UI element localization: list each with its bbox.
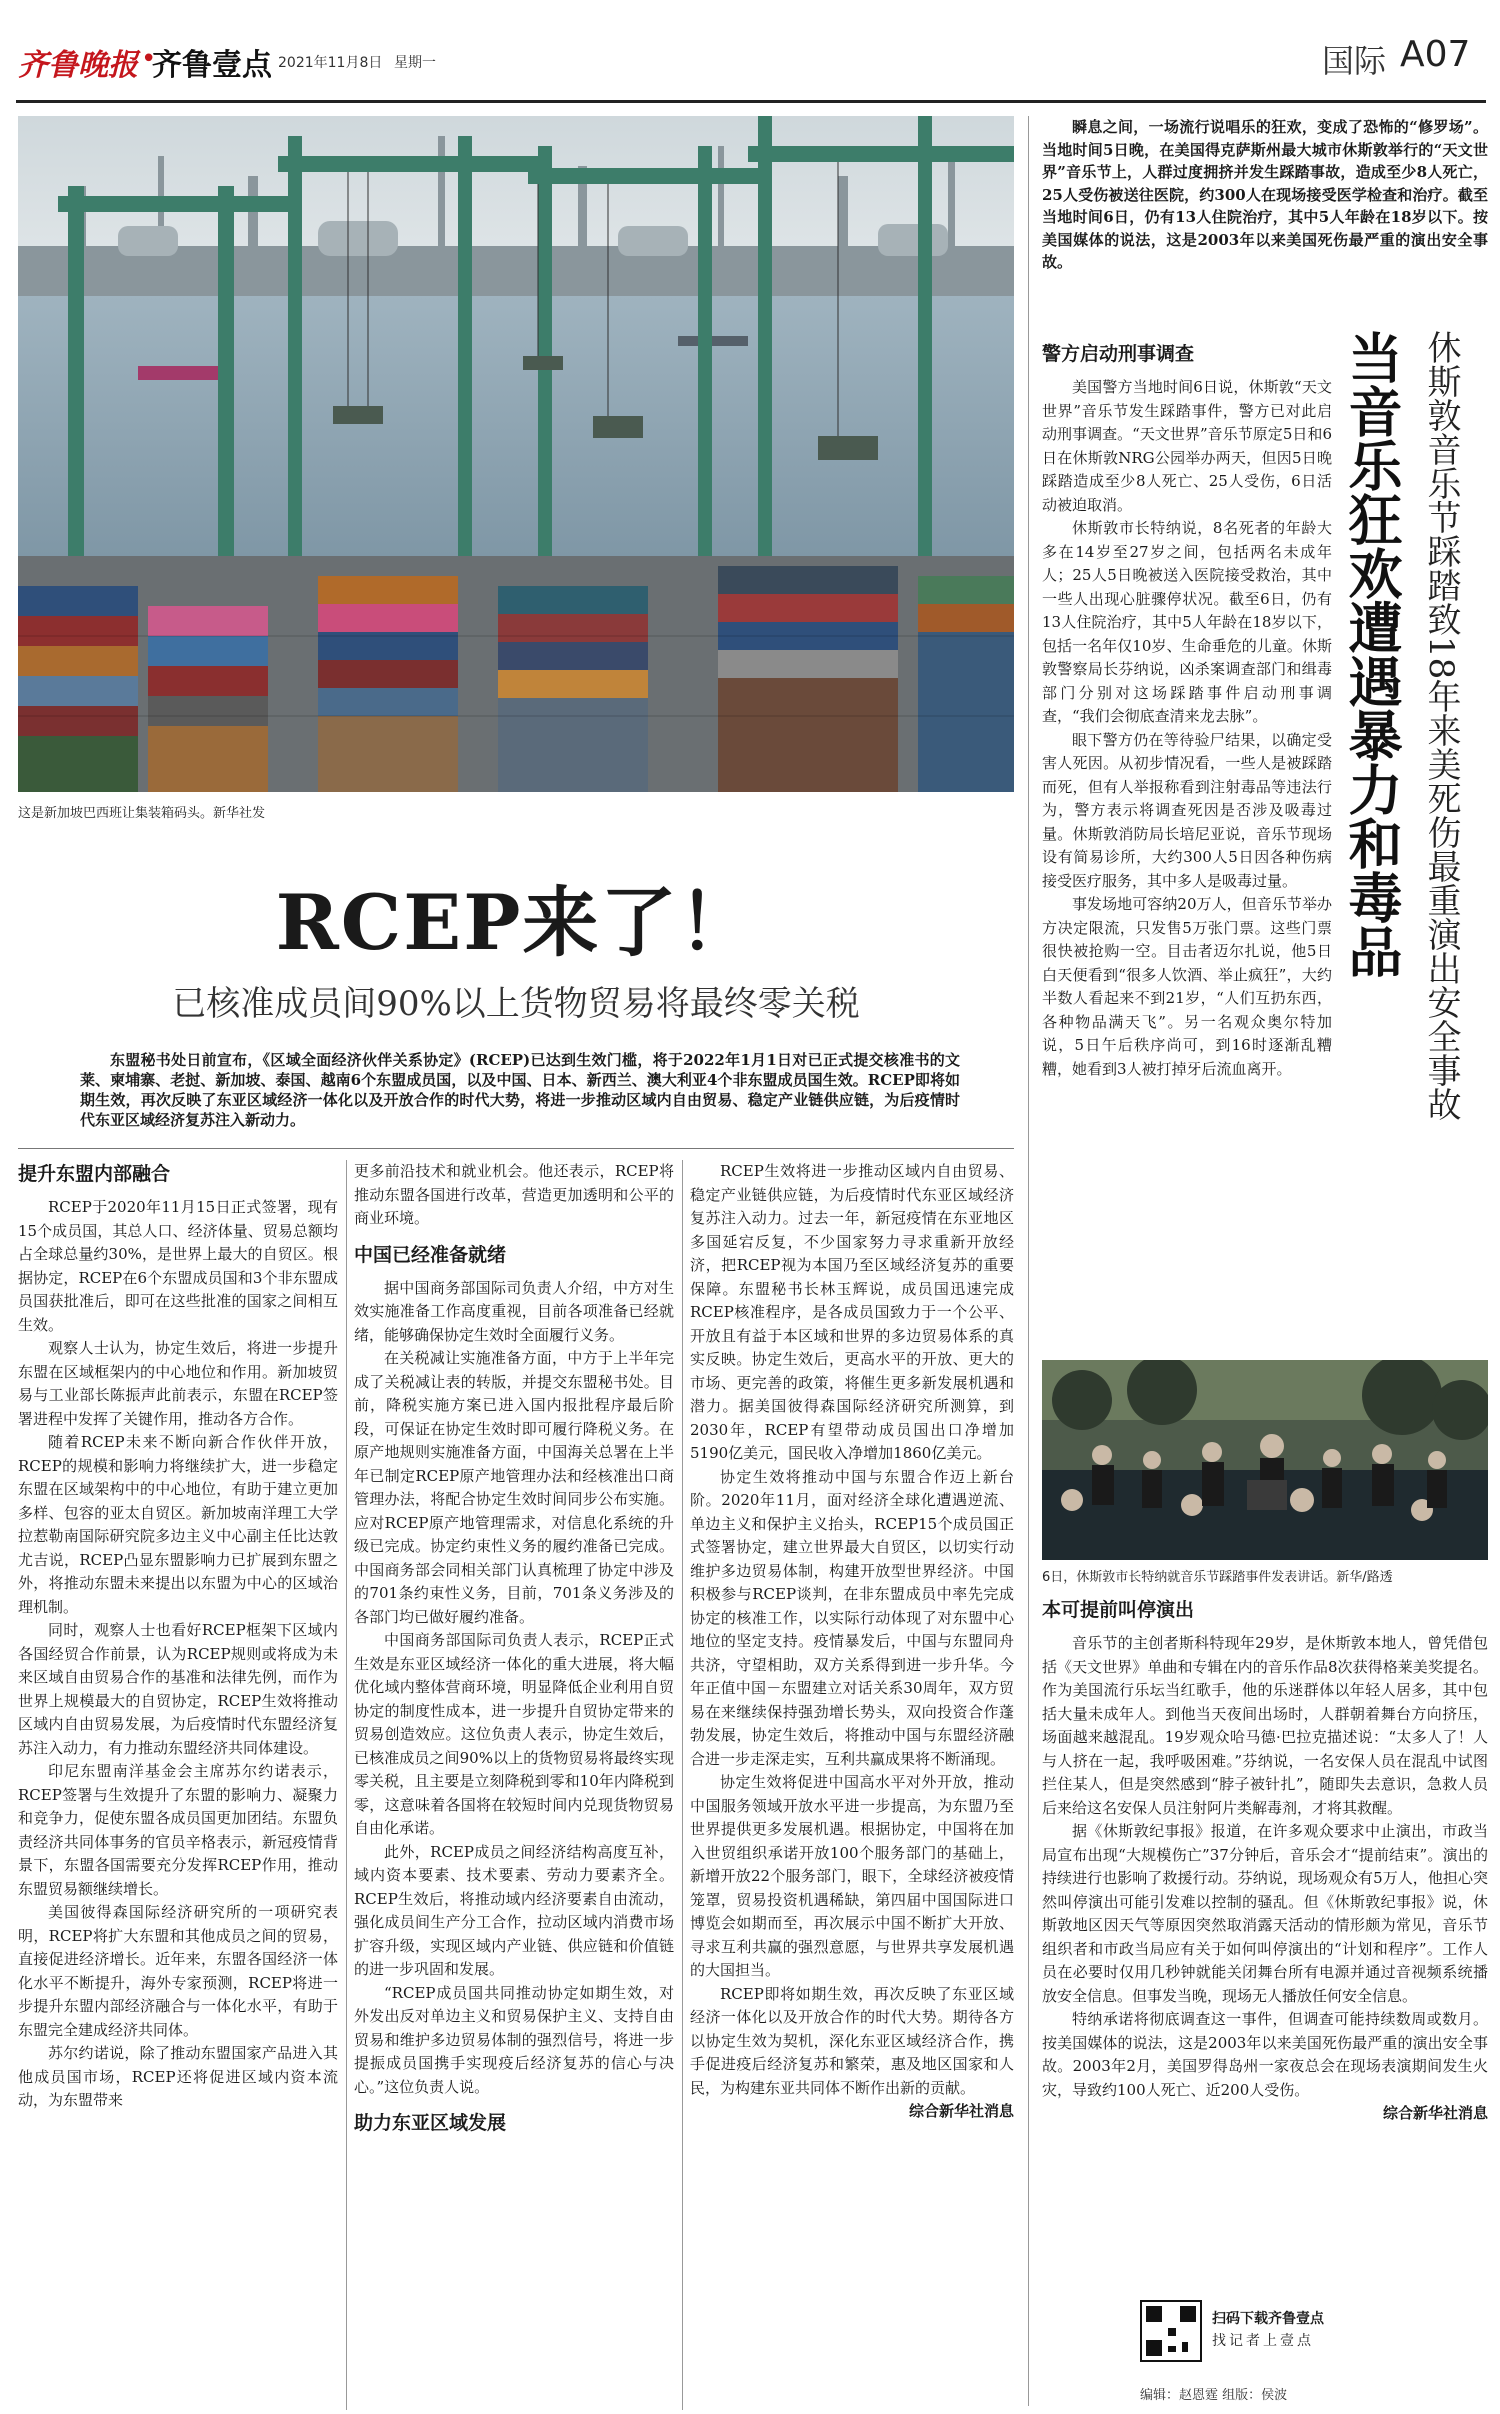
story2-section2 xyxy=(1042,1596,1488,2286)
photo1-caption: 这是新加坡巴西班让集装箱码头。新华社发 xyxy=(18,806,266,821)
brand-logo: 齐鲁壹点 xyxy=(152,48,272,83)
story1-col3-paragraph: RCEP生效将进一步推动区域内自由贸易、稳定产业链供应链，为后疫情时代东亚区域经济复苏注入动力。过去一年，新冠疫情在东亚地区多国延宕反复，不少国家努力寻求重新开放经济，把RCEP视为本国乃至区域经济复苏的重要保障。东盟秘书长林玉辉说，成员国迅速完成RCEP核准程序，是各成员国致力于一个公平、开放且有益于本区域和世界的多边贸易体系的真实反映。协定生效后，更高水平的开放、更大的市场、更完善的政策，将催生更多新发展机遇和潜力。据美国彼得森国际经济研究所测算，到2030年，RCEP有望带动成员国出口净增加5190亿美元，国民收入净增加1860亿美元。 xyxy=(690,1162,1014,1462)
story2-headline: 当音乐狂欢遭遇暴力和毒品 xyxy=(1340,330,1404,978)
story1-lead: 东盟秘书处日前宣布，《区域全面经济伙伴关系协定》(RCEP)已达到生效门槛，将于2022年1月1日对已正式提交核准书的文莱、柬埔寨、老挝、新加坡、泰国、越南6个东盟成员国，以及中国、日本、新西兰、澳大利亚4个非东盟成员国生效。RCEP即将如期生效，再次反映了东亚区域经济一体化以及开放合作的时代大势，将进一步推动区域内自由贸易、稳定产业链供应链，为后疫情时代东亚区域经济复苏注入新动力。 xyxy=(80,1051,960,1129)
story1-col2-paragraph: 中国商务部国际司负责人表示，RCEP正式生效是东亚区域经济一体化的重大进展，将大幅优化域内整体营商环境，明显降低企业利用自贸协定的制度性成本，进一步提升自贸协定带来的贸易创造效应。这位负责人表示，协定生效后，已核准成员之间90%以上的货物贸易将最终实现零关税，且主要是立刻降税到零和10年内降税到零，这意味着各国将在较短时间内兑现货物贸易自由化承诺。 xyxy=(354,1631,674,1837)
qr-sublabel: 找记者上壹点 xyxy=(1212,2333,1314,2349)
story2-section1-paragraph: 事发场地可容纳20万人，但音乐节举办方决定限流，只发售5万张门票。这些门票很快被抢购一空。目击者迈尔扎说，他5日白天便看到“很多人饮酒、举止疯狂”，大约半数人看起来不到21岁，“人们互扔东西，各种物品满天飞”。另一名观众奥尔特加说，5日午后秩序尚可，到16时逐渐乱糟糟，她看到3人被打掉牙后流血离开。 xyxy=(1042,895,1332,1078)
story2-subheadline: 休斯敦音乐节踩踏致18年来美死伤最重演出安全事故 xyxy=(1421,330,1461,1122)
story1-col1-paragraph: 观察人士认为，协定生效后，将进一步提升东盟在区域框架内的中心地位和作用。新加坡贸易与工业部长陈振声此前表示，东盟在RCEP签署进程中发挥了关键作用，推动各方合作。 xyxy=(18,1339,338,1428)
story1-col1-heading: 提升东盟内部融合 xyxy=(18,1163,171,1185)
story1-col1-paragraph: 苏尔约诺说，除了推动东盟国家产品进入其他成员国市场，RCEP还将促进区域内资本流动，为东盟带来 xyxy=(18,2044,338,2109)
photo2-caption: 6日，休斯敦市长特纳就音乐节踩踏事件发表讲话。新华/路透 xyxy=(1042,1570,1393,1585)
story2-section1-paragraph: 休斯敦市长特纳说，8名死者的年龄大多在14岁至27岁之间，包括两名未成年人；25人5日晚被送入医院接受救治，其中一些人出现心脏骤停状况。截至6日，仍有13人住院治疗，其中5人年龄在18岁以下，包括一名年仅10岁、生命垂危的儿童。休斯敦警察局长芬纳说，凶杀案调查部门和缉毒部门分别对这场踩踏事件启动刑事调查，“我们会彻底查清来龙去脉”。 xyxy=(1042,519,1332,725)
story1-col3-paragraph: 协定生效将促进中国高水平对外开放，推动中国服务领域开放水平进一步提高，为东盟乃至世界提供更多发展机遇。根据协定，中国将在加入世贸组织承诺开放100个服务部门的基础上，新增开放22个服务部门，眼下，全球经济被疫情笼罩，贸易投资机遇稀缺，第四届中国国际进口博览会如期而至，再次展示中国不断扩大开放、寻求互利共赢的强烈意愿，与世界共享发展机遇的大国担当。 xyxy=(690,1773,1014,1979)
story2-section2-paragraph: 特纳承诺将彻底调查这一事件，但调查可能持续数周或数月。按美国媒体的说法，这是2003年以来美国死伤最严重的演出安全事故。2003年2月，美国罗得岛州一家夜总会在现场表演期间发生火灾，导致约100人死亡、近200人受伤。 xyxy=(1042,2010,1488,2099)
story2-intro: 瞬息之间，一场流行说唱乐的狂欢，变成了恐怖的“修罗场”。当地时间5日晚，在美国得克萨斯州最大城市休斯敦举行的“天文世界”音乐节上，人群过度拥挤并发生踩踏事故，造成至少8人死亡，25人受伤被送往医院，约300人在现场接受医学检查和治疗。截至当地时间6日，仍有13人住院治疗，其中5人年龄在18岁以下。按美国媒体的说法，这是2003年以来美国死伤最严重的演出安全事故。 xyxy=(1042,118,1488,271)
page-number: A07 xyxy=(1400,34,1471,75)
story1-col2-heading: 中国已经准备就绪 xyxy=(354,1243,507,1266)
story1-col3-paragraph: 协定生效将推动中国与东盟合作迈上新台阶。2020年11月，面对经济全球化遭遇逆流、单边主义和保护主义抬头，RCEP15个成员国正式签署协定，建立世界最大自贸区，以切实行动维护多边贸易体制，构建开放型世界经济。中国积极参与RCEP谈判，在非东盟成员中率先完成协定的核准工作，以实际行动体现了对东盟中心地位的坚定支持。疫情暴发后，中国与东盟同舟共济，守望相助，双方关系得到进一步升华。今年正值中国－东盟建立对话关系30周年，双方贸易在来继续保持强劲增长势头，双向投资合作蓬勃发展，协定生效后，将推动中国与东盟经济融合进一步走深走实，互利共赢成果将不断涌现。 xyxy=(690,1467,1014,1768)
section-name: 国际 xyxy=(1322,42,1387,80)
logo-separator: • xyxy=(141,44,157,74)
column-divider xyxy=(346,1160,347,2410)
story1-col2-heading2: 助力东亚区域发展 xyxy=(354,2112,507,2134)
story1-col1-paragraph: RCEP于2020年11月15日正式签署，现有15个成员国，其总人口、经济体量、贸易总额均占全球总量约30%，是世界上最大的自贸区。根据协定，RCEP在6个东盟成员国和3个非东盟成员国获批准后，即可在这些批准的国家之间相互生效。 xyxy=(18,1198,338,1334)
story1-col2-paragraph: 据中国商务部国际司负责人介绍，中方对生效实施准备工作高度重视，目前各项准备已经就绪，能够确保协定生效时全面履行义务。 xyxy=(354,1278,674,1344)
story-divider xyxy=(1028,116,1029,2406)
story1-col1-paragraph: 美国彼得森国际经济研究所的一项研究表明，RCEP将扩大东盟和其他成员之间的贸易，直接促进经济增长。近年来，东盟各国经济一体化水平不断提升，海外专家预测，RCEP将进一步提升东盟内部经济融合与一体化水平，有助于东盟完全建成经济共同体。 xyxy=(18,1903,338,2039)
story1-col1-paragraph: 印尼东盟南洋基金会主席苏尔约诺表示，RCEP签署与生效提升了东盟的影响力、凝聚力和竞争力，促使东盟各成员国更加团结。东盟负责经济共同体事务的官员辛格表示，新冠疫情背景下，东盟各国需要充分发挥RCEP作用，推动东盟贸易额继续增长。 xyxy=(18,1762,338,1898)
masthead xyxy=(0,0,1500,104)
story1-col2-intro: 更多前沿技术和就业机会。他还表示，RCEP将推动东盟各国进行改革，营造更加透明和公平的商业环境。 xyxy=(354,1162,674,1227)
story1-headline: RCEP来了！ xyxy=(275,878,757,967)
issue-date: 2021年11月8日 xyxy=(278,55,383,71)
newspaper-logo: 齐鲁晚报 xyxy=(18,48,138,83)
column-divider xyxy=(682,1160,683,2410)
qr-label: 扫码下载齐鲁壹点 xyxy=(1212,2311,1324,2327)
story2-section2-heading: 本可提前叫停演出 xyxy=(1042,1599,1195,1621)
story1-col2-paragraph: 在关税减让实施准备方面，中方于上半年完成了关税减让表的转版，并提交东盟秘书处。目前，降税实施方案已进入国内报批程序最后阶段，可保证在协定生效时即可履行降税义务。在原产地规则实施准备方面，中国海关总署在上半年已制定RCEP原产地管理办法和经核准出口商管理办法，将配合协定生效时间同步公布实施。应对RCEP原产地管理需求，对信息化系统的升级已完成。协定约束性义务的履约准备已完成。中国商务部会同相关部门认真梳理了协定中涉及的701条约束性义务，目前，701条义务涉及的各部门均已做好履约准备。 xyxy=(354,1349,674,1626)
story1-column-2 xyxy=(354,1160,674,2410)
story1-column-3 xyxy=(690,1160,1014,2410)
masthead-rule xyxy=(16,100,1486,103)
story1-col1-paragraph: 随着RCEP未来不断向新合作伙伴开放，RCEP的规模和影响力将继续扩大，进一步稳定东盟在区域架构中的中心地位，有助于建立更加多样、包容的亚太自贸区。新加坡南洋理工大学拉惹勒南国际研究院多边主义中心副主任比达敦尤吉说，RCEP凸显东盟影响力已扩展到东盟之外，将推动东盟未来提出以东盟为中心的区域治理机制。 xyxy=(18,1433,338,1616)
qr-code[interactable] xyxy=(1140,2300,1202,2362)
lead-divider xyxy=(18,1148,1014,1149)
story1-signoff: 综合新华社消息 xyxy=(908,2102,1014,2120)
press-conference-photo xyxy=(1042,1360,1488,1560)
story1-col2-paragraph: 此外，RCEP成员之间经济结构高度互补，域内资本要素、技术要素、劳动力要素齐全。RCEP生效后，将推动域内经济要素自由流动，强化成员间生产分工合作，拉动区域内消费市场扩容升级，实现区域内产业链、供应链和价值链的进一步巩固和发展。 xyxy=(354,1842,674,1978)
story2-section1-paragraph: 眼下警方仍在等待验尸结果，以确定受害人死因。从初步情况看，一些人是被踩踏而死，但有人举报称看到注射毒品等违法行为，警方表示将调查死因是否涉及吸毒过量。休斯敦消防局长培尼亚说，音乐节现场设有简易诊所，大约300人5日因各种伤病接受医疗服务，其中多人是吸毒过量。 xyxy=(1042,730,1332,890)
story1-col1-paragraph: 同时，观察人士也看好RCEP框架下区域内各国经贸合作前景，认为RCEP规则或将成为未来区域自由贸易合作的基准和法律先例，而作为世界上规模最大的自贸协定，RCEP生效将推动区域内自由贸易发展，为后疫情时代东盟经济复苏注入动力，有力推动东盟经济共同体建设。 xyxy=(18,1621,338,1757)
story1-col3-paragraph: RCEP即将如期生效，再次反映了东亚区域经济一体化以及开放合作的时代大势。期待各方以协定生效为契机，深化东亚区域经济合作，携手促进疫后经济复苏和繁荣，惠及地区国家和人民，为构建东亚共同体不断作出新的贡献。 xyxy=(690,1984,1014,2097)
story2-section1-heading: 警方启动刑事调查 xyxy=(1042,343,1195,365)
story2-section1-paragraph: 美国警方当地时间6日说，休斯敦“天文世界”音乐节发生踩踏事件，警方已对此启动刑事调查。“天文世界”音乐节原定5日和6日在休斯敦NRG公园举办两天，但因5日晚踩踏造成至少8人死亡、25人受伤，6日活动被迫取消。 xyxy=(1042,378,1332,514)
story1-col2-paragraph: “RCEP成员国共同推动协定如期生效，对外发出反对单边主义和贸易保护主义、支持自由贸易和维护多边贸易体制的强烈信号，将进一步提振成员国携手实现疫后经济复苏的信心与决心。”这位负责人说。 xyxy=(354,1983,674,2096)
story2-section1 xyxy=(1042,340,1332,1340)
story1-subheadline: 已核准成员间90%以上货物贸易将最终零关税 xyxy=(172,984,860,1024)
story2-signoff: 综合新华社消息 xyxy=(1382,2104,1488,2122)
story1-column-1 xyxy=(18,1160,338,2410)
port-cranes-photo xyxy=(18,116,1014,792)
issue-weekday: 星期一 xyxy=(394,55,436,71)
editor-credit: 编辑：赵恩霆 组版：侯波 xyxy=(1140,2388,1288,2403)
story2-section2-paragraph: 音乐节的主创者斯科特现年29岁，是休斯敦本地人，曾凭借包括《天文世界》单曲和专辑在内的音乐作品8次获得格莱美奖提名。作为美国流行乐坛当红歌手，他的乐迷群体以年轻人居多，其中包括大量未成年人。到他当天夜间出场时，人群朝着舞台方向挤压，场面越来越混乱。19岁观众哈马德·巴拉克描述说：“太多人了！人与人挤在一起，我呼吸困难。”芬纳说，一名安保人员在混乱中试图拦住某人，但是突然感到“脖子被针扎”，随即失去意识，急救人员后来给这名安保人员注射阿片类解毒剂，才将其救醒。 xyxy=(1042,1634,1488,1817)
story2-section2-paragraph: 据《休斯敦纪事报》报道，在许多观众要求中止演出，市政当局宣布出现“大规模伤亡”37分钟后，音乐会才“提前结束”。演出的持续进行也影响了救援行动。芬纳说，现场观众有5万人，他担心突然叫停演出可能引发难以控制的骚乱。但《休斯敦纪事报》说，休斯敦地区因天气等原因突然取消露天活动的情形颇为常见，音乐节组织者和市政当局应有关于如何叫停演出的“计划和程序”。工作人员在必要时仅用几秒钟就能关闭舞台所有电源并通过音视频系统播放安全信息。但事发当晚，现场无人播放任何安全信息。 xyxy=(1042,1822,1488,2005)
